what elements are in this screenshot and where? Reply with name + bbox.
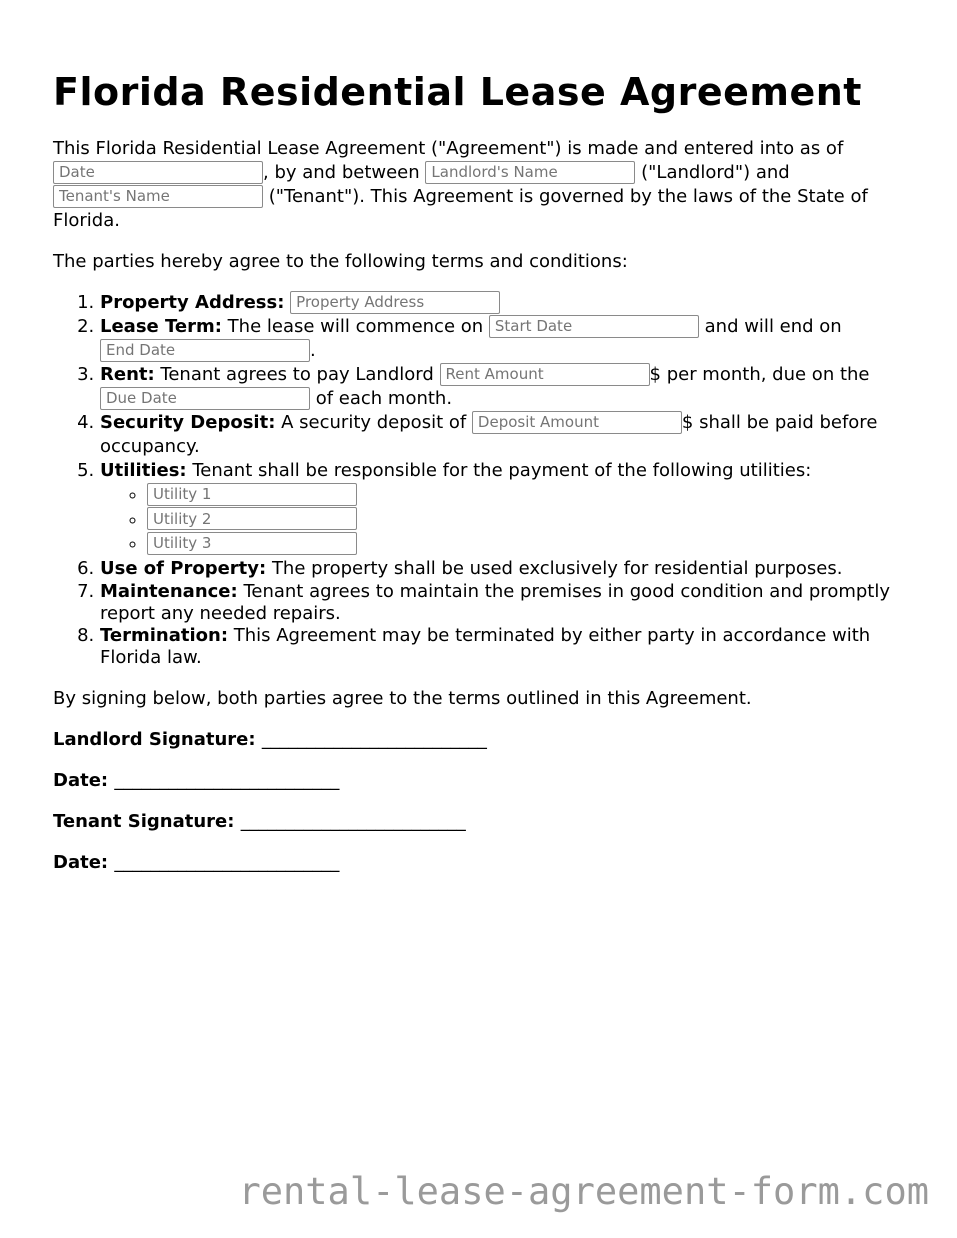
landlord-name-input[interactable] xyxy=(425,161,635,184)
deposit-amount-input[interactable] xyxy=(472,411,682,434)
intro-paragraph: This Florida Residential Lease Agreement ("Agreement") is made and entered into as of Date, by and between Landlord's Name ("Landlord") and Tenant's Name ("Tenant"). This Agreement is governed by the laws of the State of Florida. xyxy=(53,137,913,233)
terms-intro: The parties hereby agree to the following terms and conditions: xyxy=(53,251,628,272)
term-property: 1. Property Address: Property Address xyxy=(100,291,913,315)
watermark: rental-lease-agreement-form.com xyxy=(238,1170,929,1213)
tenant-name-input[interactable] xyxy=(53,185,263,208)
utilities-list xyxy=(100,483,913,557)
due-date-input[interactable] xyxy=(100,387,310,410)
terms-list xyxy=(53,291,913,669)
tenant-date: Date: _________________________ xyxy=(53,852,340,873)
term-use: 6. Use of Property: The property shall be used exclusively for residential purposes. xyxy=(100,557,913,581)
property-address-input[interactable] xyxy=(290,291,500,314)
list-item xyxy=(147,532,913,557)
landlord-date: Date: _________________________ xyxy=(53,770,340,791)
term-utilities: 5. Utilities: Tenant shall be responsible for the payment of the following utilities: ◦ Utility 1 ◦ Utility 2 ◦ Utility 3 xyxy=(100,459,913,557)
end-date-input[interactable] xyxy=(100,339,310,362)
utility-3-input[interactable] xyxy=(147,532,357,555)
tenant-signature: Tenant Signature: _________________________ xyxy=(53,811,466,832)
utility-2-input[interactable] xyxy=(147,507,357,530)
list-item xyxy=(147,483,913,508)
list-item xyxy=(147,508,913,533)
closing-statement: By signing below, both parties agree to the terms outlined in this Agreement. xyxy=(53,688,752,709)
term-termination: 8. Termination: This Agreement may be terminated by either party in accordance with Florida law. xyxy=(100,625,913,669)
term-deposit: 4. Security Deposit: A security deposit of Deposit Amount $ shall be paid before occupancy. xyxy=(100,411,913,459)
date-input[interactable] xyxy=(53,161,263,184)
landlord-signature: Landlord Signature: _________________________ xyxy=(53,729,487,750)
term-rent: 3. Rent: Tenant agrees to pay Landlord Rent Amount $ per month, due on the Due Date of each month. xyxy=(100,363,913,411)
start-date-input[interactable] xyxy=(489,315,699,338)
rent-amount-input[interactable] xyxy=(440,363,650,386)
page-title: Florida Residential Lease Agreement xyxy=(53,70,862,114)
utility-1-input[interactable] xyxy=(147,483,357,506)
term-maintenance: 7. Maintenance: Tenant agrees to maintain the premises in good condition and promptly report any needed repairs. xyxy=(100,581,913,625)
term-lease: 2. Lease Term: The lease will commence on Start Date and will end on End Date. xyxy=(100,315,913,363)
